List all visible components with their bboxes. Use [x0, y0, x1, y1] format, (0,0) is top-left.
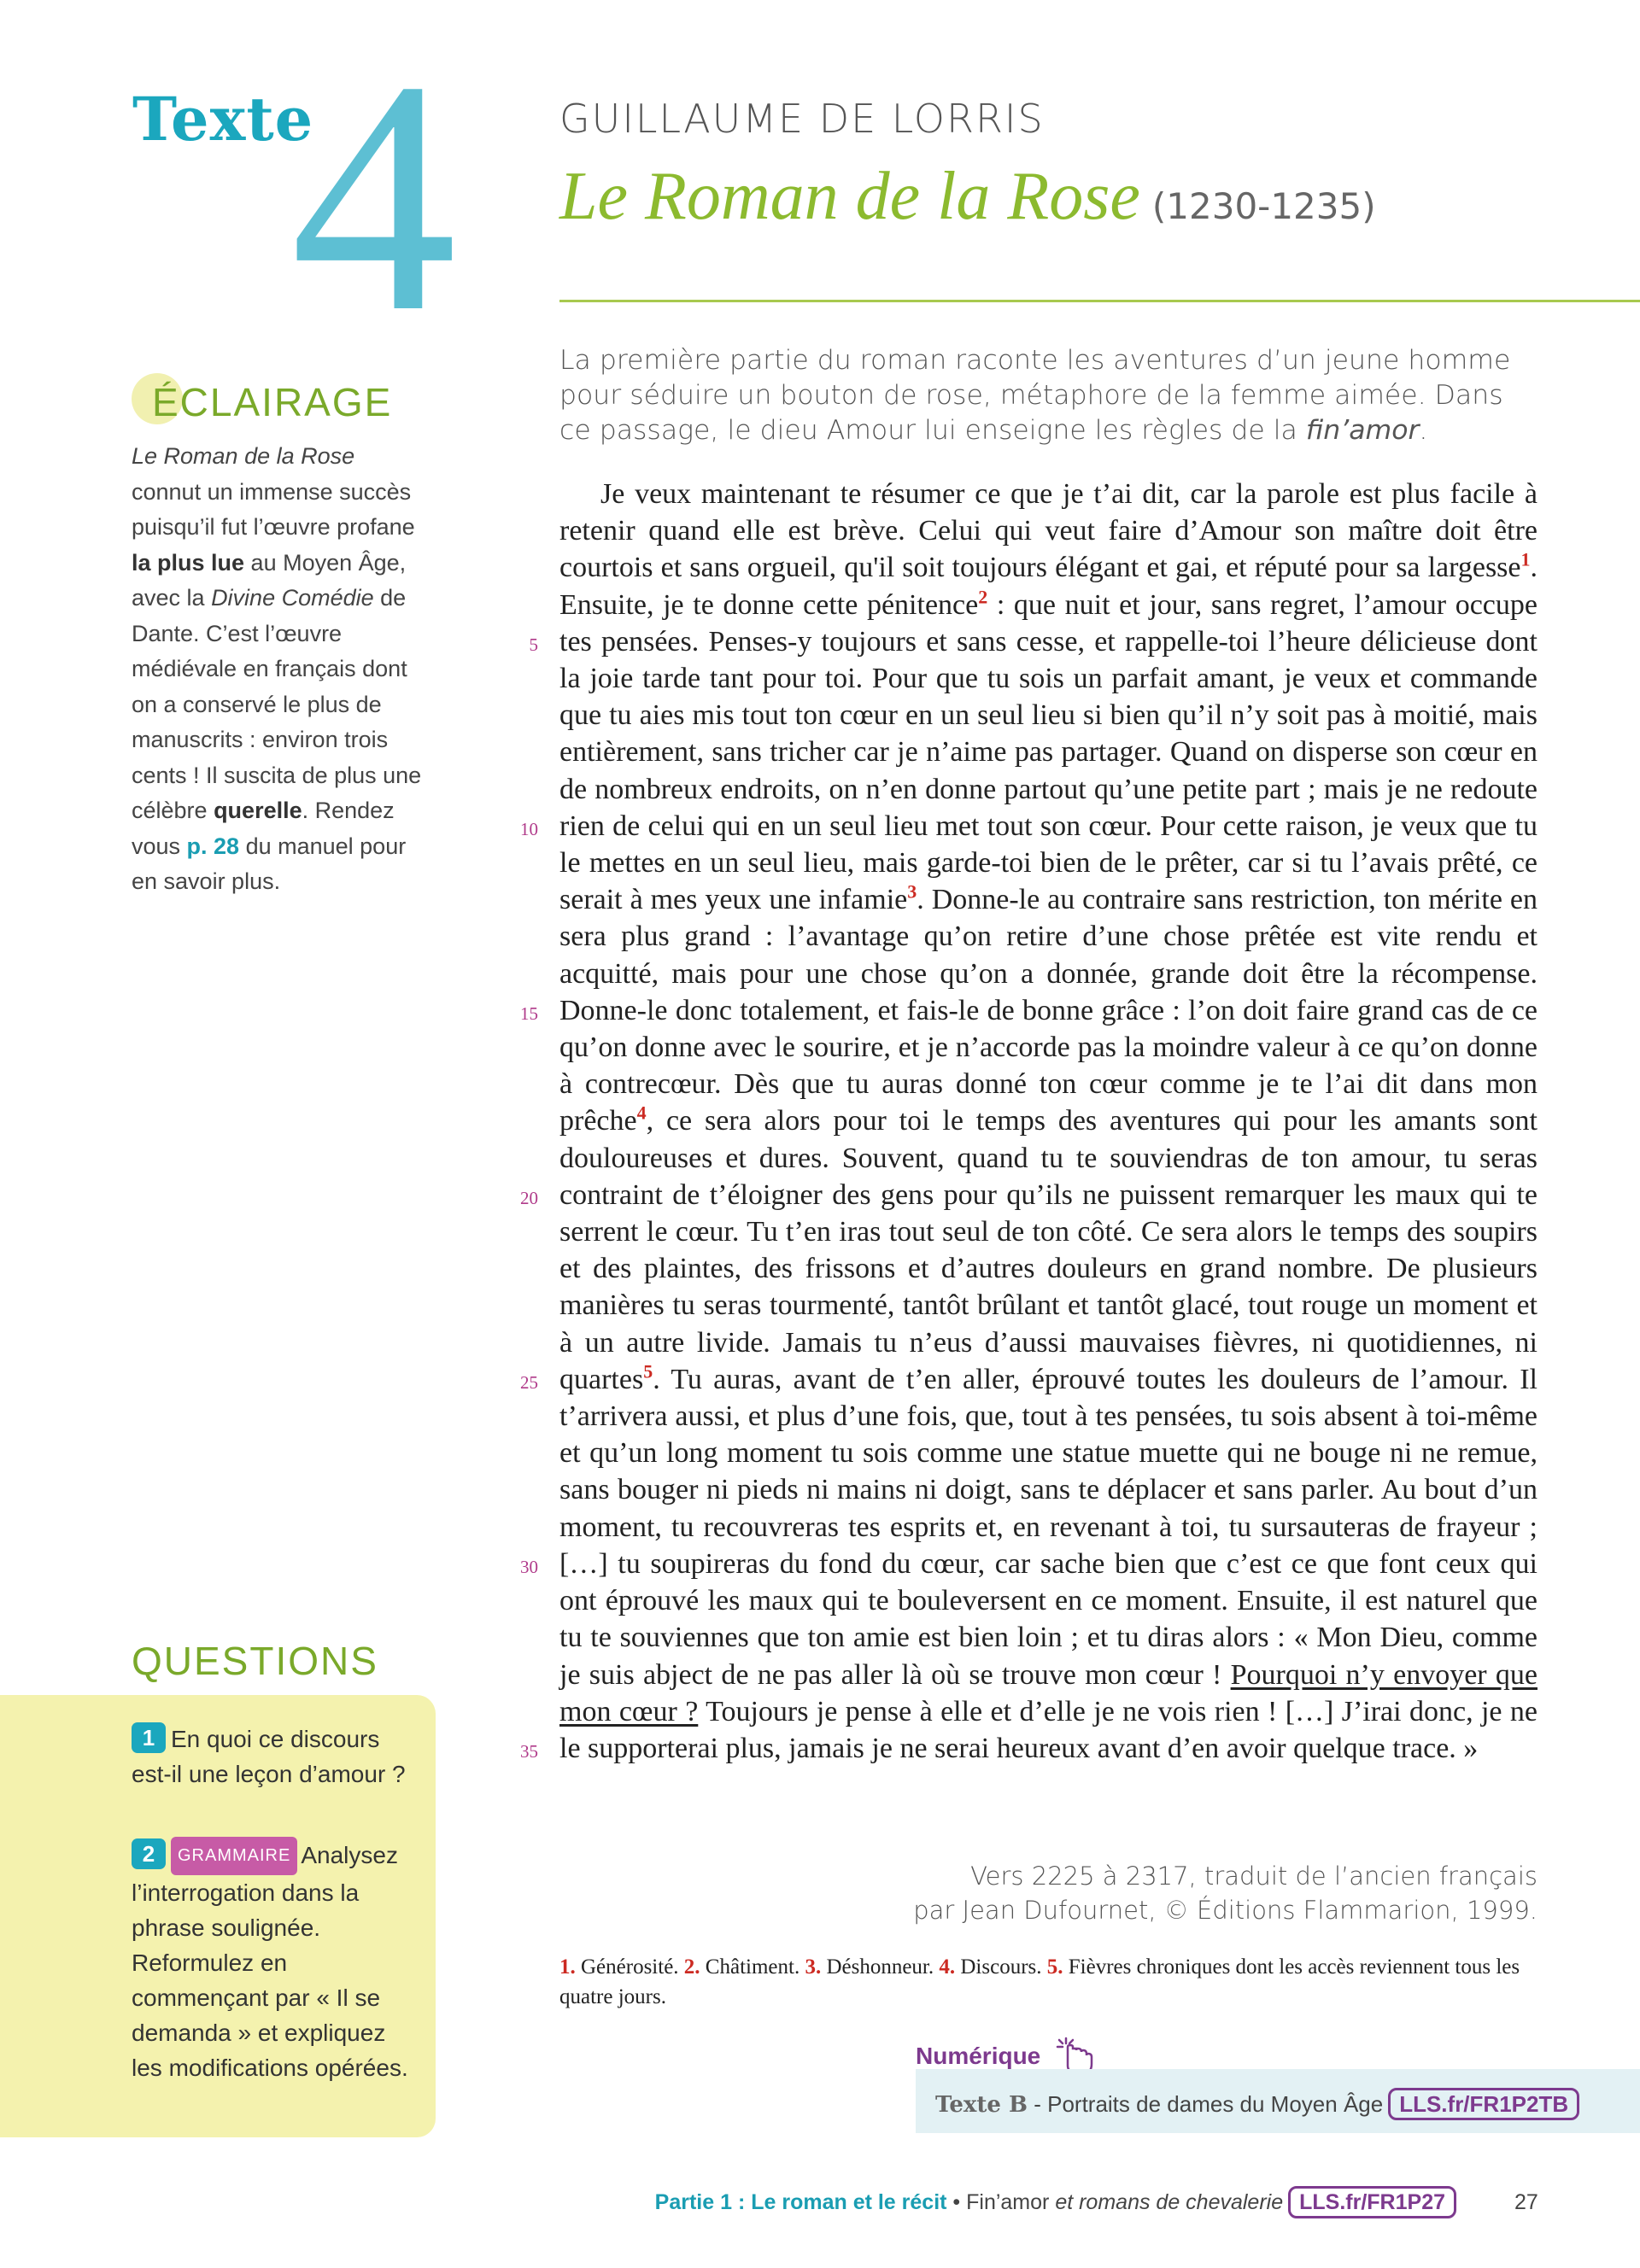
footer-part: Partie 1 : Le roman et le récit [654, 2190, 947, 2214]
footnote-ref[interactable]: 2 [978, 586, 988, 608]
eclairage-italic-title: Le Roman de la Rose [132, 443, 355, 469]
eclairage-bold: querelle [214, 798, 302, 823]
footnote-text: Fièvres chroniques dont les accès reviennent tous les quatre jours. [559, 1955, 1520, 2008]
text-segment: . Ensuite, je te donne cette pénitence [559, 552, 1538, 621]
footnote-number: 4. [939, 1955, 956, 1979]
footnote-number: 2. [683, 1955, 700, 1979]
author-name: GUILLAUME DE LORRIS [559, 96, 1045, 142]
eclairage-text: . Rendez vous [132, 798, 395, 859]
question-1 [132, 1721, 422, 1792]
numerique-line [935, 2088, 1579, 2120]
intro-paragraph [559, 343, 1538, 448]
text-segment: . Tu auras, avant de t’en aller, éprouvé toutes les douleurs de l’amour. Il t’arrivera aussi, et plus d’une fois, que, tout à tes pensées, tu sois absent à toi-même et qu’un long moment tu sois comme une statue muette qui ne bouge ni ne remue, sans bouger ni pieds ni mains ni doigt, sans te déplacer et sans parler. Au bout d’un moment, tu recouvreras tes esprits et, en revenant à toi, tu sursauteras de frayeur ; […] tu soupireras du fond du cœur, car sache bien que c’est ce que font ceux qui ont éprouvé les maux qui te bouleversent en ce moment. Ensuite, il est naturel que tu te souviennes que ton amie est bien loin ; et tu diras alors : « Mon Dieu, comme je suis abject de ne pas aller là où se trouve mon cœur ! [559, 1363, 1538, 1691]
question-number: 2 [132, 1838, 166, 1869]
page-link[interactable]: p. 28 [186, 833, 240, 859]
footnote-ref[interactable]: 5 [643, 1360, 653, 1382]
text-segment: Toujours je pense à elle et d’elle je ne vois rien ! […] J’irai donc, je ne le supporterai plus, jamais je ne serai heureux avant d’en avoir quelque trace. » [559, 1695, 1538, 1764]
line-number: 15 [520, 1003, 538, 1024]
question-number: 1 [132, 1722, 166, 1753]
questions-title: QUESTIONS [132, 1639, 378, 1683]
footnote-number: 1. [559, 1955, 576, 1979]
book-title: Le Roman de la Rose [559, 159, 1140, 234]
text-segment: . Donne-le au contraire sans restriction, ton mérite en sera plus grand : l’avantage qu’on retire d’une chose prêtée est vite rendu et acquitté, mais pour une chose qu’on a donnée, grande doit être la récompense. Donne-le donc totalement, et fais-le de bonne grâce : l’on doit faire grand cas de ce qu’on donne avec le sourire, et je n’accorde pas la moindre valeur à ce qu’on donne à contrecœur. Dès que tu auras donné ton cœur comme je te l’ai dit dans mon prêche [559, 884, 1538, 1137]
footer-link[interactable]: LLS.fr/FR1P27 [1288, 2186, 1456, 2218]
intro-text: La première partie du roman raconte les aventures d’un jeune homme pour séduire un bouton de rose, métaphore de la femme aimée. Dans ce passage, le dieu Amour lui enseigne les règles de la [559, 345, 1511, 446]
intro-end: . [1419, 415, 1428, 446]
footnote-text: Générosité. [575, 1955, 684, 1979]
footer [655, 2186, 1456, 2218]
main-text [559, 476, 1538, 1767]
eclairage-text: de Dante. C’est l’œuvre médiévale en français dont on a conservé le plus de manuscrits : environ trois cents ! Il suscita de plus une célèbre [132, 585, 422, 823]
header-divider [559, 300, 1640, 302]
line-number: 25 [520, 1372, 538, 1393]
intro-italic: fin’amor [1305, 415, 1420, 446]
eclairage-text: du manuel pour en savoir plus. [132, 833, 407, 894]
eclairage-body [132, 439, 422, 900]
line-number: 30 [520, 1557, 538, 1577]
source-line-1: Vers 2225 à 2317, traduit de l’ancien français [970, 1862, 1538, 1891]
footnote-text: Déshonneur. [821, 1955, 940, 1979]
footnote-text: Discours. [955, 1955, 1047, 1979]
question-text: En quoi ce discours est-il une leçon d’amour ? [132, 1726, 406, 1787]
line-number: 5 [529, 634, 538, 655]
eclairage-italic: Divine Comédie [211, 585, 374, 611]
numerique-label-text: Numérique [916, 2043, 1041, 2069]
book-date: (1230-1235) [1151, 185, 1376, 227]
footer-sep: • Fin’amor [946, 2190, 1056, 2214]
numerique-desc: - Portraits de dames du Moyen Âge [1028, 2091, 1384, 2117]
line-number: 35 [520, 1741, 538, 1762]
line-number: 10 [520, 819, 538, 839]
title-line [559, 158, 1376, 236]
grammaire-badge: GRAMMAIRE [171, 1837, 297, 1875]
underlined-sentence: Pourquoi n’y envoyer que mon cœur ? [559, 1658, 1538, 1727]
text-segment: , ce sera alors pour toi le temps des aventures qui pour les amants sont douloureuses et dures. Souvent, quand tu te souviendras de ton amour, tu seras contraint de t’éloigner des gens pour qu’ils ne puissent remarquer les maux qui te serrent le cœur. Tu t’en iras tout seul de ton côté. Ce sera alors le temps des soupirs et des plaintes, des frissons et d’autres douleurs en grand nombre. De plusieurs manières tu seras tourmenté, tantôt brûlant et tantôt glacé, tout rouge un moment et à un autre livide. Jamais tu n’eus d’aussi mauvaises fièvres, ni quotidiennes, ni quartes [559, 1105, 1538, 1395]
text-number: 4 [290, 12, 457, 381]
footnote-ref[interactable]: 3 [907, 880, 917, 903]
source-line-2: par Jean Dufournet, © Éditions Flammarion, 1999. [913, 1896, 1538, 1925]
text-label: Texte [132, 84, 314, 155]
footnote-ref[interactable]: 1 [1520, 549, 1531, 571]
question-2 [132, 1837, 422, 2085]
texte-b-label: Texte B [935, 2092, 1028, 2118]
text-segment: : que nuit et jour, sans regret, l’amour occupe tes pensées. Penses-y toujours et sans cesse, et rappelle-toi l’heure délicieuse dont la joie tarde tant pour toi. Pour que tu sois un parfait amant, je veux et commande que tu aies mis tout ton cœur en un seul lieu si bien qu’il n’y soit pas à moitié, mais entièrement, sans tricher car je n’aime pas partager. Quand on disperse son cœur en de nombreux endroits, on n’en donne partout qu’une petite part ; mais je ne redoute rien de celui qui en un seul lieu met tout son cœur. Pour cette raison, je veux que tu le mettes en un seul lieu, mais garde-toi bien de le prêter, car si tu l’avais prêté, ce serait à mes yeux une infamie [559, 588, 1538, 916]
question-text: Analysez l’interrogation dans la phrase soulignée. Reformulez en commençant par « Il se demanda » et expliquez les modifications opérées. [132, 1842, 408, 2081]
eclairage-title: ÉCLAIRAGE [152, 380, 393, 424]
footnote-text: Châtiment. [700, 1955, 805, 1979]
eclairage-text: connut un immense succès puisqu’il fut l’œuvre profane [132, 478, 415, 540]
text-segment: Je veux maintenant te résumer ce que je t’ai dit, car la parole est plus facile à retenir quand elle est brève. Celui qui veut faire d’Amour son maître doit être courtois et sans orgueil, qu'il soit toujours élégant et gai, et réputé pour sa largesse [559, 478, 1538, 584]
footnote-number: 5. [1046, 1955, 1063, 1979]
footnotes [559, 1952, 1538, 2012]
footer-italic: et romans de chevalerie [1055, 2190, 1284, 2214]
eclairage-text: au Moyen Âge, avec la [132, 549, 407, 611]
eclairage-bold: la plus lue [132, 549, 245, 576]
footnote-number: 3. [805, 1955, 822, 1979]
footnote-ref[interactable]: 4 [636, 1102, 647, 1125]
numerique-link[interactable]: LLS.fr/FR1P2TB [1388, 2088, 1579, 2120]
page-number: 27 [1514, 2190, 1538, 2214]
line-number: 20 [520, 1188, 538, 1208]
